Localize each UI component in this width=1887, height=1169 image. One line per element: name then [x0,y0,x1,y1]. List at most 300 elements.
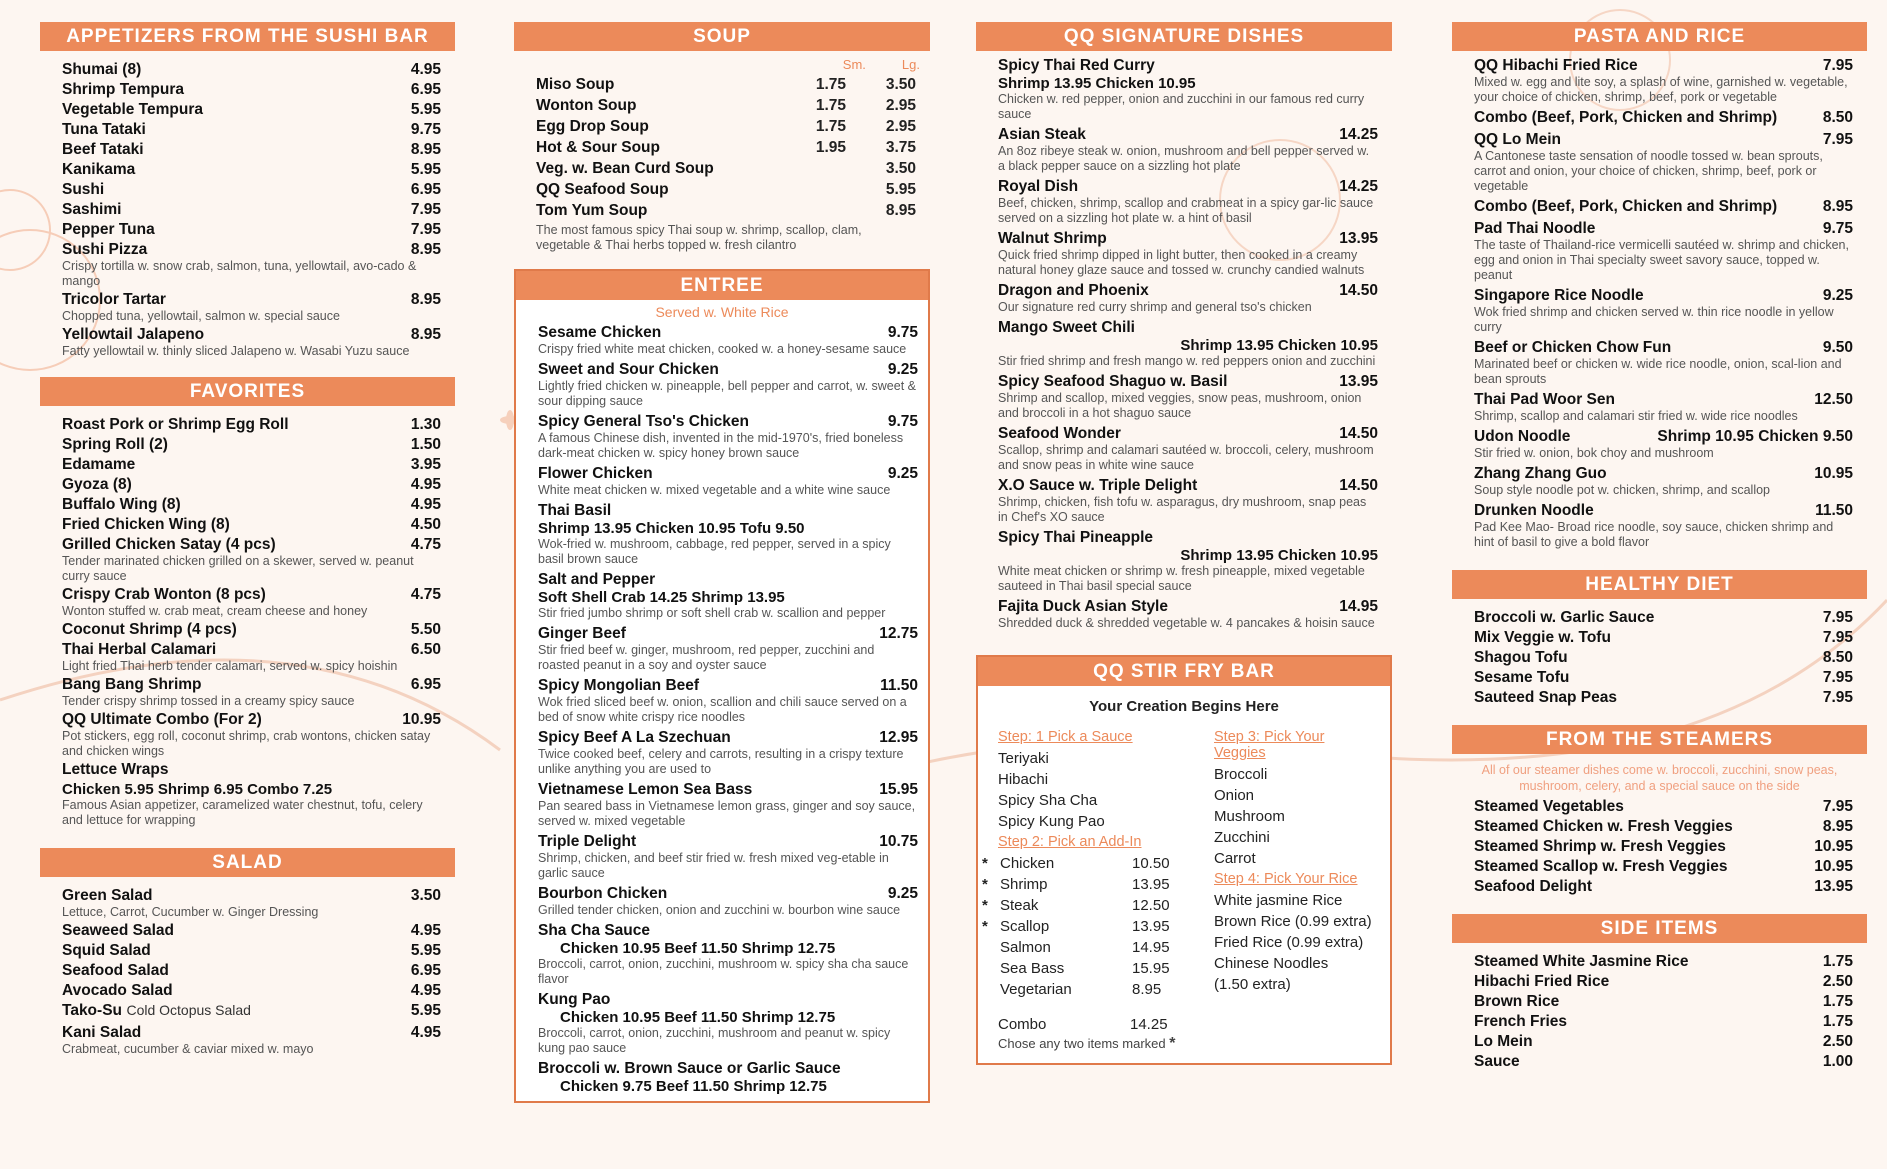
menu-item-price-line: Chicken 10.95 Beef 11.50 Shrimp 12.75 [560,940,836,957]
menu-item [1474,953,1853,971]
menu-item-price-line: Shrimp 13.95 Chicken 10.95 [1180,547,1378,564]
menu-item-price-line: Shrimp 13.95 Chicken 10.95 [1180,337,1378,354]
menu-item-name: Spicy Beef A La Szechuan [538,729,731,746]
menu-item [998,230,1378,278]
sides-section [1452,914,1867,1075]
menu-item-price: 13.95 [1339,230,1378,247]
lettuce-wraps-desc: Famous Asian appetizer, caramelized water chestnut, tofu, celery and lettuce for wrapping [62,798,423,827]
menu-item [62,291,441,324]
menu-item-name: Shagou Tofu [1474,649,1568,666]
menu-item-price: 4.95 [410,922,441,939]
menu-item-price: 7.95 [1822,629,1853,646]
menu-item-row [62,962,441,980]
menu-item-row [62,81,441,99]
menu-item-price: 4.95 [410,61,441,78]
menu-item [1474,609,1853,627]
menu-item-desc: Twice cooked beef, celery and carrots, resulting in a crispy texture unlike anything you are used to [538,747,904,776]
menu-item [62,761,441,779]
menu-item-price: 6.95 [410,81,441,98]
favorites-list [40,406,455,834]
menu-item-price: 9.75 [1822,220,1853,237]
menu-item-price: 7.95 [1822,669,1853,686]
soup-item [536,139,916,157]
menu-item-price: 4.95 [410,476,441,493]
addin-name: Vegetarian [1000,981,1072,998]
addin-name: Steak [1000,897,1039,914]
step-3-label: Step 3: Pick Your Veggies [1214,729,1325,761]
step-1-label: Step: 1 Pick a Sauce [998,729,1133,745]
menu-item-row [62,942,441,960]
menu-item-price: 3.95 [410,456,441,473]
soup-name: Tom Yum Soup [536,202,648,219]
menu-item-sha-cha [538,922,918,987]
column-2 [514,22,930,1103]
menu-item [62,887,441,920]
healthy-list [1452,599,1867,711]
menu-item-price: 4.75 [410,586,441,603]
combo-price: 14.25 [1130,1016,1168,1033]
menu-item-price: 9.25 [887,465,918,482]
menu-item [62,241,441,289]
soup-header: SOUP [514,22,930,51]
menu-item [1474,669,1853,687]
menu-item-desc: Wok fried sliced beef w. onion, scallion and chili sauce served on a bed of snow white crispy rice noodles [538,695,907,724]
menu-item-desc: Light fried Thai herb tender calamari, served w. spicy hoishin [62,659,398,673]
menu-item-row [998,126,1378,144]
menu-item [62,536,441,584]
addin-option [982,874,1198,895]
menu-item-name: Buffalo Wing (8) [62,496,181,513]
menu-item-price: 10.95 [1814,858,1853,875]
menu-item-price: 7.95 [1822,689,1853,706]
menu-item [538,781,918,829]
menu-item-row [1474,57,1853,75]
menu-item-row [538,625,918,643]
menu-item [1474,629,1853,647]
menu-item [62,81,441,99]
menu-item [538,465,918,498]
menu-item-desc: Lettuce, Carrot, Cucumber w. Ginger Dressing [62,905,319,919]
menu-item-row [1474,1013,1853,1031]
menu-item-price: 10.95 [1814,838,1853,855]
menu-item-row [998,282,1378,300]
menu-item-row [62,326,441,344]
menu-item-name: Green Salad [62,887,153,904]
menu-item-price: 8.95 [410,241,441,258]
soup-item [536,181,916,199]
menu-item-price: 10.95 [1814,465,1853,482]
menu-item-name: Triple Delight [538,833,637,850]
menu-item-desc: Marinated beef or chicken w. wide rice noodle, onion, scal-lion and bean sprouts [1474,357,1842,386]
menu-item-name: Kung Pao [538,991,611,1008]
menu-item-desc: A Cantonese taste sensation of noodle tossed w. bean sprouts, carrot and onion, your choice of chicken, shrimp, beef, pork or vegetable [1474,149,1823,193]
soup-name: Veg. w. Bean Curd Soup [536,160,714,177]
menu-item [1474,198,1853,216]
menu-item-desc: Shrimp, scallop and calamari stir fried w. wide rice noodles [1474,409,1798,423]
menu-item-row [538,413,918,431]
menu-item-name: Steamed Chicken w. Fresh Veggies [1474,818,1733,835]
menu-item-row [1474,953,1853,971]
menu-item-price: 11.50 [880,677,918,694]
menu-item-price: 5.95 [410,942,441,959]
menu-item [538,361,918,409]
stir-fry-left [982,729,1198,1053]
menu-item [62,516,441,534]
menu-item-price: 8.50 [1822,109,1853,126]
menu-item-desc: Stir fried beef w. ginger, mushroom, red pepper, zucchini and roasted peanut in a soy and oyster sauce [538,643,875,672]
menu-item-price: 7.95 [1822,131,1853,148]
menu-item [62,201,441,219]
signature-list [976,51,1392,637]
soup-item [536,76,916,94]
entree-note: Served w. White Rice [655,304,789,320]
menu-item [62,496,441,514]
menu-item-name: Walnut Shrimp [998,230,1107,247]
menu-item [62,161,441,179]
menu-item-name: Pad Thai Noodle [1474,220,1596,237]
menu-item-price: 1.75 [1822,993,1853,1010]
veggie-option: Onion [1214,787,1255,804]
addin-price: 13.95 [1132,918,1170,935]
star-icon: * [982,855,988,872]
lettuce-wraps-prices [62,781,441,828]
menu-item [1474,1053,1853,1071]
menu-item-red-curry [998,57,1378,122]
menu-item-price: 4.50 [410,516,441,533]
menu-item-price: 12.75 [879,625,918,642]
combo-row [998,1014,1198,1035]
menu-item-price: 6.95 [410,676,441,693]
menu-item-name: Kani Salad [62,1024,142,1041]
menu-item-row [1474,993,1853,1011]
soup-large-price: 2.95 [885,118,916,135]
soup-item [536,202,916,220]
menu-item-name: Combo (Beef, Pork, Chicken and Shrimp) [1474,198,1778,215]
menu-item-name: Seafood Salad [62,962,169,979]
menu-item-name: Vietnamese Lemon Sea Bass [538,781,753,798]
menu-item-desc: Crispy tortilla w. snow crab, salmon, tuna, yellowtail, avo-cado & mango [62,259,417,288]
menu-item-name: Broccoli w. Brown Sauce or Garlic Sauce [538,1060,841,1077]
menu-item-name: Thai Herbal Calamari [62,641,217,658]
menu-item-row [538,465,918,483]
menu-item-price: 7.95 [410,201,441,218]
menu-item-price: 9.75 [887,413,918,430]
menu-item-row [1474,689,1853,707]
menu-item-row [998,373,1378,391]
menu-item-row [62,141,441,159]
combo-note-text: Chose any two items marked [998,1036,1166,1051]
appetizers-section [40,22,455,363]
menu-item-name: Steamed White Jasmine Rice [1474,953,1689,970]
sauce-option: Teriyaki [998,750,1049,767]
menu-item-row [62,1024,441,1042]
menu-item [62,101,441,119]
menu-item-name: Tako-Su [62,1002,122,1019]
soup-name: Miso Soup [536,76,615,93]
menu-item-row [62,922,441,940]
menu-item-name: Yellowtail Jalapeno [62,326,205,343]
menu-item-subtitle: Cold Octopus Salad [126,1002,251,1018]
veggie-option: Broccoli [1214,766,1268,783]
menu-item [1474,798,1853,816]
menu-item-name: Crispy Crab Wonton (8 pcs) [62,586,266,603]
menu-item-price-line: Soft Shell Crab 14.25 Shrimp 13.95 [538,589,785,606]
menu-item [998,282,1378,315]
addin-option [982,853,1198,874]
menu-item [1474,1013,1853,1031]
menu-item-price: Shrimp 10.95 Chicken 9.50 [1657,428,1853,445]
menu-item-price: 8.50 [1822,649,1853,666]
menu-item-price: 5.95 [410,1002,441,1019]
step-4-label: Step 4: Pick Your Rice [1214,871,1358,887]
pasta-list [1452,51,1867,556]
steamers-list [1452,794,1867,900]
menu-item-name: Gyoza (8) [62,476,132,493]
menu-item-name: Sha Cha Sauce [538,922,650,939]
menu-item-name: Sesame Chicken [538,324,662,341]
menu-item-thai-basil [538,502,918,567]
menu-item [538,324,918,357]
menu-item-price: 10.95 [402,711,441,728]
veggie-option: Mushroom [1214,808,1285,825]
salad-list [40,877,455,1061]
menu-item-price: 14.50 [1339,282,1378,299]
veggie-option: Carrot [1214,850,1256,867]
menu-item-name: Fajita Duck Asian Style [998,598,1168,615]
menu-item-row [62,761,441,779]
salad-section [40,848,455,1061]
menu-item-name: Seafood Wonder [998,425,1121,442]
menu-item-row [538,729,918,747]
menu-item-name: Asian Steak [998,126,1086,143]
addin-option [1000,937,1198,958]
menu-item-name: Pepper Tuna [62,221,155,238]
menu-item [1474,220,1853,283]
menu-item-row [62,516,441,534]
menu-item-name: Flower Chicken [538,465,653,482]
veggie-option: Zucchini [1214,829,1270,846]
addin-price: 14.95 [1132,939,1170,956]
menu-item-broccoli [538,1060,918,1095]
menu-item [62,181,441,199]
menu-item-row [538,361,918,379]
menu-item-row [998,230,1378,248]
menu-item [998,126,1378,174]
menu-item-name: Steamed Scallop w. Fresh Veggies [1474,858,1728,875]
menu-item-name: Sushi Pizza [62,241,148,258]
menu-item-row [62,676,441,694]
menu-item-row [1474,973,1853,991]
addin-name: Salmon [1000,939,1051,956]
stir-fry-header: QQ STIR FRY BAR [978,657,1390,686]
menu-item-fajita [998,598,1378,631]
pasta-section [1452,22,1867,556]
rice-option: Chinese Noodles [1214,955,1329,972]
menu-item [62,982,441,1000]
sauce-option: Spicy Kung Pao [998,813,1105,830]
menu-item-name: Dragon and Phoenix [998,282,1149,299]
menu-item-row [62,416,441,434]
menu-item-name: Combo (Beef, Pork, Chicken and Shrimp) [1474,109,1778,126]
menu-item-row [538,324,918,342]
menu-item-price: 9.75 [887,324,918,341]
menu-item-name: Bang Bang Shrimp [62,676,202,693]
menu-item [1474,818,1853,836]
menu-item-name: Roast Pork or Shrimp Egg Roll [62,416,289,433]
menu-item [538,413,918,461]
menu-item-row [62,121,441,139]
soup-small-price: 1.75 [815,118,846,135]
soup-large-price: 2.95 [885,97,916,114]
addin-price: 10.50 [1132,855,1170,872]
menu-item-name: Royal Dish [998,178,1079,195]
menu-item-price-line: Chicken 10.95 Beef 11.50 Shrimp 12.75 [560,1009,836,1026]
menu-item-name: Tricolor Tartar [62,291,166,308]
menu-item [538,833,918,881]
menu-item [1474,57,1853,105]
menu-item-row [538,833,918,851]
menu-item [62,416,441,434]
menu-item [62,586,441,619]
menu-item-name: Lo Mein [1474,1033,1533,1050]
menu-item-name: Avocado Salad [62,982,173,999]
menu-item-price: 9.25 [887,361,918,378]
menu-item [998,373,1378,421]
menu-item-row [1474,1053,1853,1071]
menu-item-desc: White meat chicken w. mixed vegetable and a white wine sauce [538,483,891,497]
menu-item-desc: Quick fried shrimp dipped in light butter, then cooked in a creamy natural honey glaze sauce and tossed w. crunchy candied walnuts [998,248,1365,277]
menu-item-row [62,621,441,639]
step-2-label: Step 2: Pick an Add-In [998,834,1142,850]
menu-item [1474,339,1853,387]
soup-small-price: 1.75 [815,97,846,114]
menu-item-row [1474,220,1853,238]
soup-size-labels [514,57,930,72]
appetizers-header: APPETIZERS FROM THE SUSHI BAR [40,22,455,51]
menu-item-price: 1.75 [1822,953,1853,970]
star-icon: * [1169,1035,1176,1052]
soup-item [536,160,916,178]
menu-item-price-line: Shrimp 13.95 Chicken 10.95 [998,75,1196,92]
menu-item-name: Ginger Beef [538,625,626,642]
menu-item-name: Spicy Thai Red Curry [998,57,1155,74]
menu-item-price: 8.95 [410,291,441,308]
menu-item-price: 9.75 [410,121,441,138]
menu-item-row [1474,838,1853,856]
menu-item-desc: Pan seared bass in Vietnamese lemon grass, ginger and soy sauce, served w. mixed vegetable [538,799,916,828]
column-4 [1452,22,1867,1089]
menu-item-name: Bourbon Chicken [538,885,668,902]
menu-item [1474,287,1853,335]
menu-item-desc: Shredded duck & shredded vegetable w. 4 pancakes & hoisin sauce [998,616,1375,630]
menu-item [998,425,1378,473]
menu-item-desc: Beef, chicken, shrimp, scallop and crabmeat in a spicy gar-lic sauce served on a sizzling hot plate w. a hint of basil [998,196,1374,225]
menu-item [1474,131,1853,194]
menu-item-name: Seafood Delight [1474,878,1592,895]
menu-item-price: 7.95 [410,221,441,238]
menu-item-price: 1.50 [410,436,441,453]
menu-item-name: Hibachi Fried Rice [1474,973,1610,990]
menu-item-price: 14.50 [1339,477,1378,494]
menu-item-name: Thai Basil [538,502,612,519]
menu-item [62,141,441,159]
menu-item-price: 9.25 [887,885,918,902]
menu-item [1474,109,1853,127]
menu-item-name: Shumai (8) [62,61,142,78]
menu-item-kung-pao [538,991,918,1056]
menu-item-name: QQ Hibachi Fried Rice [1474,57,1638,74]
menu-item-price: 10.75 [879,833,918,850]
menu-item-name: Spring Roll (2) [62,436,168,453]
menu-item-name: Coconut Shrimp (4 pcs) [62,621,237,638]
menu-item-price: 4.95 [410,496,441,513]
menu-item-desc: Pad Kee Mao- Broad rice noodle, soy sauce, chicken shrimp and hint of basil to give a bold flavor [1474,520,1834,549]
menu-item [62,456,441,474]
menu-item-row [538,781,918,799]
menu-item-row [1474,609,1853,627]
menu-item-name: Vegetable Tempura [62,101,203,118]
addin-name: Shrimp [1000,876,1048,893]
menu-item-desc: Tender crispy shrimp tossed in a creamy spicy sauce [62,694,355,708]
menu-item [62,922,441,940]
menu-item-price: 14.25 [1339,178,1378,195]
menu-item-desc: Wok fried shrimp and chicken served w. thin rice noodle in yellow curry [1474,305,1834,334]
menu-item-name: Beef or Chicken Chow Fun [1474,339,1672,356]
menu-item [998,477,1378,525]
menu-item-row [1474,287,1853,305]
pasta-header: PASTA AND RICE [1452,22,1867,51]
menu-item [998,178,1378,226]
menu-item-desc: A famous Chinese dish, invented in the mid-1970's, fried boneless dark-meat chicken w. spicy honey brown sauce [538,431,904,460]
menu-item-desc: An 8oz ribeye steak w. onion, mushroom and bell pepper served w. a black pepper sauce on a sizzling hot plate [998,144,1370,173]
menu-item-name: Salt and Pepper [538,571,656,588]
menu-item-desc: Stir fried w. onion, bok choy and mushroom [1474,446,1714,460]
soup-large-price: 5.95 [885,181,916,198]
healthy-section [1452,570,1867,711]
menu-item [62,942,441,960]
menu-item [1474,649,1853,667]
menu-item [538,677,918,725]
steamers-section [1452,725,1867,900]
entree-header: ENTREE [516,271,928,300]
menu-item-price: 1.00 [1822,1053,1853,1070]
menu-item [62,711,441,759]
menu-item-price: 5.95 [410,101,441,118]
menu-item-desc: Crispy fried white meat chicken, cooked w. a honey-sesame sauce [538,342,907,356]
menu-item-row [1474,465,1853,483]
menu-item-row [62,982,441,1000]
menu-item-row [62,586,441,604]
addin-price: 12.50 [1132,897,1170,914]
menu-item-name: Steamed Vegetables [1474,798,1624,815]
soup-name: Wonton Soup [536,97,637,114]
soup-item [536,118,916,136]
combo-name: Combo [998,1016,1047,1033]
menu-item-name: Sauteed Snap Peas [1474,689,1618,706]
menu-item-desc: Stir fried shrimp and fresh mango w. red peppers onion and zucchini [998,354,1376,368]
menu-item-row [998,425,1378,443]
addin-option [1000,958,1198,979]
menu-item-desc: Broccoli, carrot, onion, zucchini, mushroom and peanut w. spicy kung pao sauce [538,1026,891,1055]
menu-item [62,61,441,79]
menu-item [62,676,441,709]
menu-item-price: 4.75 [410,536,441,553]
menu-item-price: 6.95 [410,181,441,198]
menu-item-price: 7.95 [1822,798,1853,815]
menu-item-price: 2.50 [1822,973,1853,990]
menu-item-row [1474,109,1853,127]
healthy-header: HEALTHY DIET [1452,570,1867,599]
